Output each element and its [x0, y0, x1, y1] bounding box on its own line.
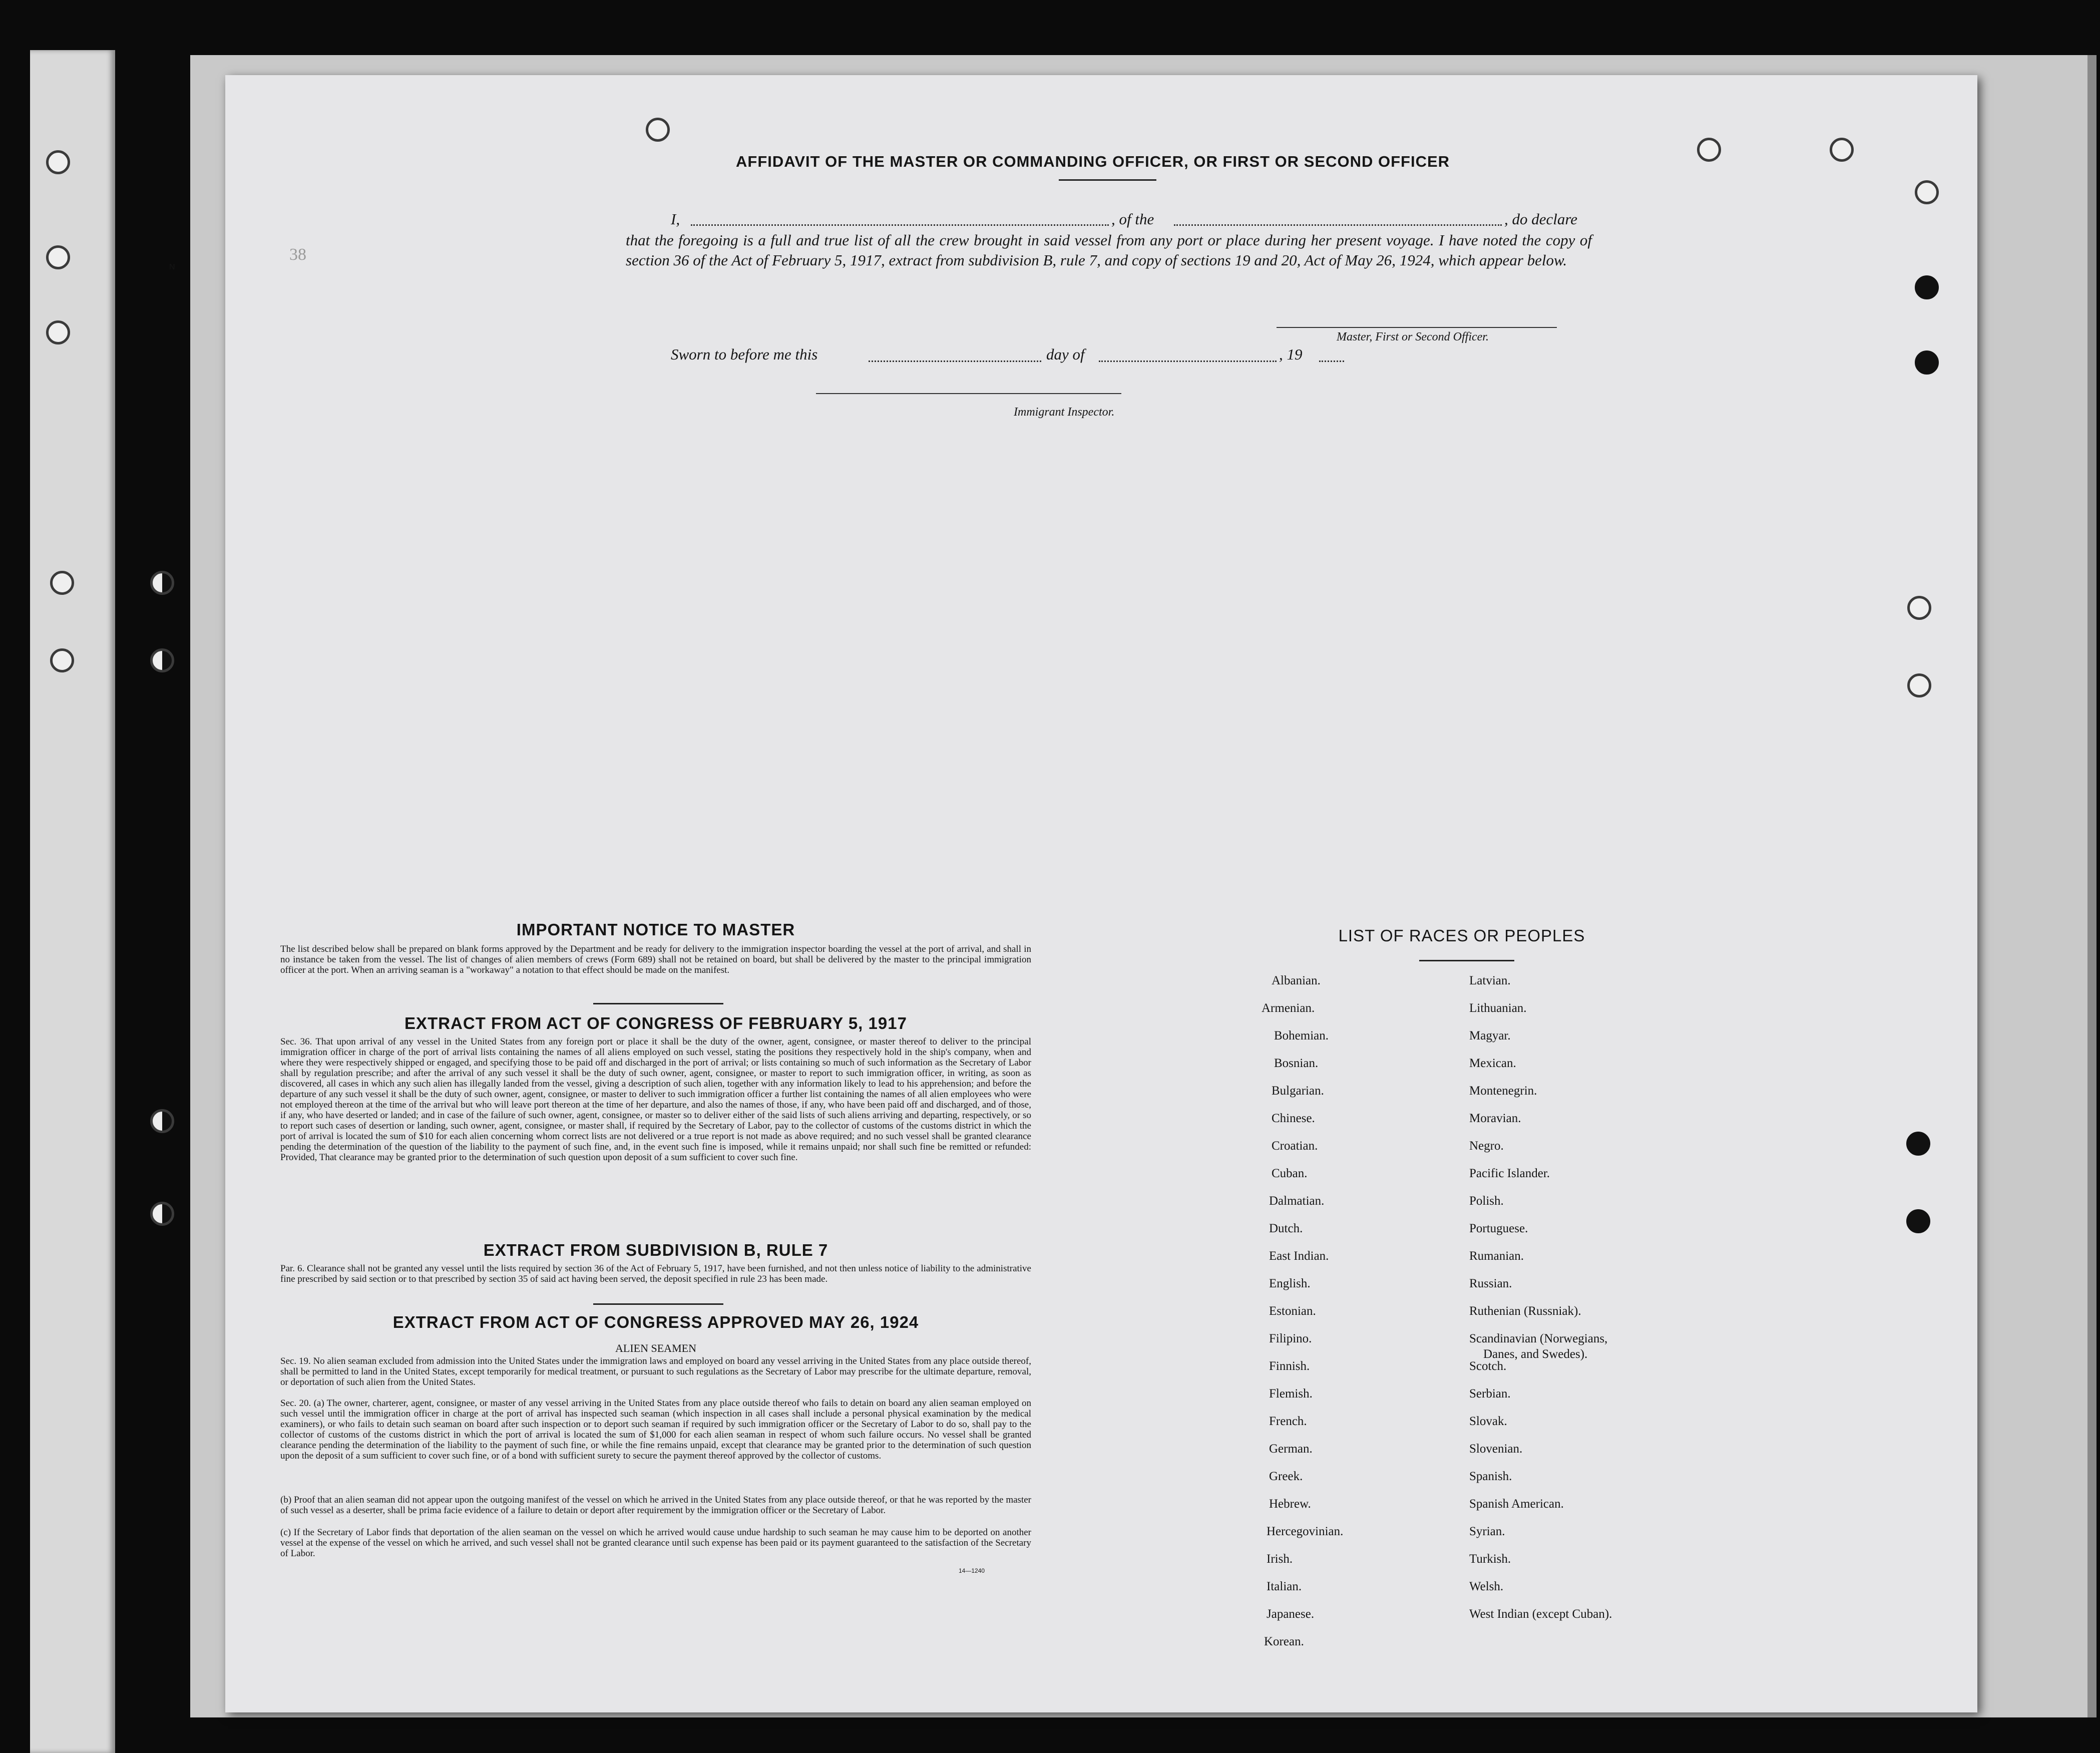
race-item: Lithuanian.: [1469, 1001, 1527, 1015]
title-underline: [1059, 179, 1156, 181]
race-item: Scandinavian (Norwegians,: [1469, 1332, 1608, 1345]
binder-hole: [1830, 138, 1854, 162]
margin-faint-number: 38: [289, 245, 306, 264]
race-item: Dutch.: [1269, 1222, 1303, 1235]
race-item: Chinese.: [1272, 1112, 1315, 1125]
extract-1917-text: Sec. 36. That upon arrival of any vessel in the United States from any foreign port or place it shall be the duty of the owner, agent, consignee, or master thereof to deliver to the principal immigration officer in charge of the port of arrival lists containing the names of all aliens employed on such vessel, stating the positions they respectively hold in the ship's company, when and where they were respectively shipped or engaged, and specifying those to be paid off and discharged in the port of arrival; or lists containing so much of such information as the Secretary of Labor shall by regulation prescribe; and after the arrival of any such vessel it shall be the duty of such owner, agent, consignee, or master to report to such immigration officer, in writing, as soon as discovered, all cases in which any such alien has illegally landed from the vessel, giving a description of such alien, together with any information likely to lead to his apprehension; and before the departure of any such vessel it shall be the duty of such owner, agent, consignee, or master to deliver to such immigration officer a further list containing the names of all alien employees who were not employed thereon at the time of the arrival but who will leave port thereon at the time of her departure, and also the names of those, if any, who have been paid off and discharged, and of those, if any, who have deserted or landed; and in case of the failure of such owner, agent, consignee, or master so to deliver either of the said lists of such aliens arriving and departing, respectively, or so to report such cases of desertion or landing, such owner, agent, consignee, or master shall, if required by the Secretary of Labor, pay to the collector of customs of the customs district in which the port of arrival is located the sum of $10 for each alien concerning whom correct lists are not delivered or a true report is not made as above required; and no such vessel shall be granted clearance pending the determination of the question of the liability to the payment of such fine, and, in the event such fine is imposed, while it remains unpaid; nor shall such fine be remitted or refunded: Provided, That clearance may be granted prior to the determination of such question upon deposit of a sum sufficient to cover such fine.: [280, 1036, 1031, 1163]
binder-hole: [46, 320, 70, 344]
race-item: Rumanian.: [1469, 1249, 1524, 1263]
binder-hole: [150, 1202, 174, 1226]
race-item: East Indian.: [1269, 1249, 1329, 1263]
race-item: Korean.: [1264, 1635, 1304, 1648]
race-item: Negro.: [1469, 1139, 1504, 1153]
race-item: Montenegrin.: [1469, 1084, 1537, 1098]
inspector-signature-label: Immigrant Inspector.: [1014, 406, 1115, 419]
race-item: Hebrew.: [1269, 1497, 1311, 1511]
affidavit-title: AFFIDAVIT OF THE MASTER OR COMMANDING OFFICER, OR FIRST OR SECOND OFFICER: [736, 153, 1450, 170]
divider: [593, 1003, 723, 1004]
binder-hole: [150, 571, 174, 595]
race-item: Turkish.: [1469, 1552, 1511, 1566]
inspector-signature-line: [816, 393, 1121, 394]
manifest-sheet: [225, 75, 1977, 1712]
race-item: Bosnian.: [1274, 1057, 1319, 1070]
race-item: Scotch.: [1469, 1359, 1507, 1373]
binder-hole: [46, 245, 70, 269]
binder-hole: [1906, 1132, 1930, 1156]
binder-hole: [1906, 1209, 1930, 1233]
master-signature-label: Master, First or Second Officer.: [1337, 330, 1489, 343]
margin-mark: N: [169, 263, 175, 271]
race-item: Moravian.: [1469, 1112, 1521, 1125]
binder-hole: [1915, 180, 1939, 204]
race-item: Italian.: [1267, 1580, 1302, 1593]
sec20a-text: Sec. 20. (a) The owner, charterer, agent, consignee, or master of any vessel arriving in the United States from any place outside thereof who fails to detain on board any alien seaman employed on such vessel until the immigration officer in charge at the port of arrival has inspected such seaman (which inspection in all cases shall include a personal physical examination by the medical examiners), or who fails to detain such seaman on board after such inspection or to deport such seaman if required by such immigration officer or the Secretary of Labor to do so, shall pay to the collector of customs of the customs district in which the port of arrival is located the sum of $1,000 for each alien seaman in respect of whom such failure occurs. No vessel shall be granted clearance pending the determination of the liability to the payment of such fine, or while the fine remains unpaid, except that clearance may be granted prior to the determination of such question upon the deposit of a sum sufficient to cover such fine, or of a bond with sufficient surety to secure the payment thereof approved by the collector of customs.: [280, 1398, 1031, 1461]
race-item: Serbian.: [1469, 1387, 1511, 1400]
race-item: Bulgarian.: [1272, 1084, 1324, 1098]
binder-hole: [46, 150, 70, 174]
binder-hole: [150, 648, 174, 672]
race-item: Japanese.: [1267, 1607, 1315, 1621]
binder-hole: [646, 118, 670, 142]
divider: [593, 1303, 723, 1305]
extract-rule7-text: Par. 6. Clearance shall not be granted any vessel until the lists required by section 36 of the Act of February 5, 1917, have been furnished, and not then unless notice of liability to the administrative fine prescribed by said section or to that prescribed by section 35 of said act having been served, the deposit specified in rule 23 has been made.: [280, 1263, 1031, 1284]
race-item: Polish.: [1469, 1194, 1504, 1208]
race-item: West Indian (except Cuban).: [1469, 1607, 1612, 1621]
race-item: Estonian.: [1269, 1304, 1316, 1318]
blank-vessel: [1174, 224, 1502, 226]
race-item: Hercegovinian.: [1267, 1525, 1344, 1538]
race-item: Spanish.: [1469, 1470, 1512, 1483]
binder-hole: [50, 648, 74, 672]
race-item: Albanian.: [1272, 974, 1321, 987]
master-signature-line: [1277, 327, 1557, 328]
race-item: English.: [1269, 1277, 1311, 1290]
binder-hole: [50, 571, 74, 595]
race-item: Slovenian.: [1469, 1442, 1523, 1456]
race-item: Russian.: [1469, 1277, 1512, 1290]
race-item: German.: [1269, 1442, 1313, 1456]
race-item: Greek.: [1269, 1470, 1303, 1483]
affidavit-of-the: , of the: [1111, 210, 1154, 228]
race-item: Spanish American.: [1469, 1497, 1564, 1511]
race-item: Croatian.: [1272, 1139, 1318, 1153]
race-item: Mexican.: [1469, 1057, 1516, 1070]
race-item: Magyar.: [1469, 1029, 1511, 1042]
race-item: Syrian.: [1469, 1525, 1505, 1538]
affidavit-i: I,: [671, 210, 680, 228]
extract-1917-title: EXTRACT FROM ACT OF CONGRESS OF FEBRUARY 5, 1917: [404, 1014, 907, 1032]
race-item: Flemish.: [1269, 1387, 1313, 1400]
races-underline: [1419, 960, 1514, 961]
races-title: LIST OF RACES OR PEOPLES: [1338, 926, 1585, 945]
sec19-text: Sec. 19. No alien seaman excluded from admission into the United States under the immigration laws and employed on board any vessel arriving in the United States from any place outside thereof, shall be permitted to land in the United States, except temporarily for medical treatment, or pursuant to such regulations as the Secretary of Labor may prescribe for the ultimate departure, removal, or deportation of such alien from the United States.: [280, 1356, 1031, 1387]
race-item: Filipino.: [1269, 1332, 1312, 1345]
binder-hole: [1915, 275, 1939, 299]
affidavit-do-declare: , do declare: [1504, 210, 1578, 228]
sec20c-text: (c) If the Secretary of Labor finds that deportation of the alien seaman on the vessel on which he arrived would cause undue hardship to such seaman he may cause him to be deported on another vessel at the expense of the vessel on which he arrived, and such vessel shall not be granted clearance until such expense has been paid or its payment guaranteed to the satisfaction of the Secretary of Labor.: [280, 1527, 1031, 1559]
day-of-label: day of: [1046, 345, 1085, 363]
race-item: Pacific Islander.: [1469, 1167, 1550, 1180]
blank-day: [869, 361, 1041, 362]
race-item: Latvian.: [1469, 974, 1511, 987]
binder-hole: [1907, 673, 1931, 697]
race-item: Danes, and Swedes).: [1483, 1347, 1588, 1361]
race-item: Finnish.: [1269, 1359, 1310, 1373]
binder-strip: [30, 50, 115, 1753]
notice-text: The list described below shall be prepared on blank forms approved by the Department and be ready for delivery to the immigration inspector boarding the vessel at the port of arrival, and shall in no instance be taken from the vessel. The list of changes of alien members of crews (Form 689) shall not be retained on board, but shall be delivered by the master to the principal immigration officer at the port. When an arriving seaman is a "workaway" a notation to that effect should be made on the manifest.: [280, 944, 1031, 975]
blank-name: [691, 224, 1109, 226]
affidavit-body: that the foregoing is a full and true list of all the crew brought in said vessel from any port or place during her present voyage. I have noted the copy of section 36 of the Act of February 5, 1917, extract from subdivision B, rule 7, and copy of sections 19 and 20, Act of May 26, 1924, which appear below.: [626, 231, 1592, 269]
binder-hole: [150, 1109, 174, 1133]
binder-hole: [1915, 350, 1939, 375]
form-number: 14—1240: [959, 1567, 985, 1574]
race-item: Portuguese.: [1469, 1222, 1528, 1235]
alien-seamen-subtitle: ALIEN SEAMEN: [615, 1342, 696, 1354]
blank-month: [1099, 361, 1277, 362]
extract-rule7-title: EXTRACT FROM SUBDIVISION B, RULE 7: [483, 1241, 828, 1259]
blank-year: [1319, 361, 1344, 362]
race-item: Ruthenian (Russniak).: [1469, 1304, 1581, 1318]
sworn-label: Sworn to before me this: [671, 345, 818, 363]
race-item: Slovak.: [1469, 1415, 1507, 1428]
race-item: Irish.: [1267, 1552, 1293, 1566]
binder-hole: [1697, 138, 1721, 162]
extract-1924-title: EXTRACT FROM ACT OF CONGRESS APPROVED MAY 26, 1924: [392, 1313, 919, 1331]
race-item: French.: [1269, 1415, 1307, 1428]
race-item: Armenian.: [1262, 1001, 1315, 1015]
race-item: Bohemian.: [1274, 1029, 1329, 1042]
sec20b-text: (b) Proof that an alien seaman did not appear upon the outgoing manifest of the vessel on which he arrived in the United States from any place outside thereof, or that he was reported by the master of such vessel as a deserter, shall be prima facie evidence of a failure to detain or deport after requirement by the immigration officer or the Secretary of Labor.: [280, 1495, 1031, 1516]
race-item: Welsh.: [1469, 1580, 1504, 1593]
year-label: , 19: [1279, 345, 1303, 363]
race-item: Cuban.: [1272, 1167, 1308, 1180]
race-item: Dalmatian.: [1269, 1194, 1325, 1208]
notice-title: IMPORTANT NOTICE TO MASTER: [516, 920, 795, 939]
binder-hole: [1907, 596, 1931, 620]
